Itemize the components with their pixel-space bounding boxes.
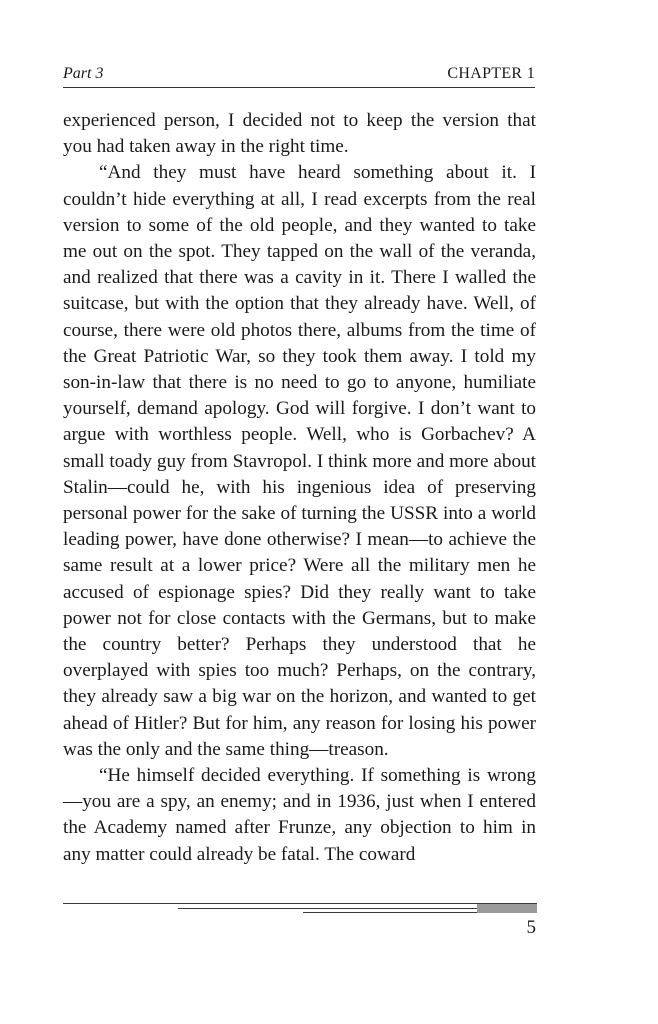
paragraph: “And they must have heard something about it. I couldn’t hide everything at all, I read excerpts from the real version to some of the old people, and they wanted to take me out on the spot. They tapped on the wall of the veranda, and realized that there was a cavity in it. There I walled the suitcase, but with the option that they already have. Well, of course, there were old photos there, albums from the time of the Great Patriotic War, so they took them away. I told my son-in-law that there is no need to go to anyone, humiliate yourself, demand apology. God will forgive. I don’t want to argue with worthless people. Well, who is Gorbachev? A small toady guy from Stavropol. I think more and more about Stalin—could he, with his ingenious idea of preserving personal power for the sake of turning the USSR into a world leading power, have done otherwise? I mean—to achieve the same result at a lower price? Were all the military men he accused of espionage spies? Did they really want to take power not for close contacts with the Germans, but to make the country better? Perhaps they understood that he overplayed with spies too much? Perhaps, on the contrary, they already saw a big war on the horizon, and wanted to get ahead of Hitler? But for him, any reason for losing his power was the only and the same thing—treason. [63, 162, 536, 760]
footer-rule-grey-block [477, 904, 537, 913]
paragraph: “He himself decided everything. If something is wrong—you are a spy, an enemy; and in 1936, just when I entered the Academy named after Frunze, any objection to him in any matter could already be fatal. The coward [63, 765, 536, 865]
header-rule [63, 87, 535, 88]
paragraph-continued: experienced person, I decided not to keep the version that you had taken away in the right time. [63, 110, 536, 158]
running-head-part: Part 3 [63, 65, 104, 82]
running-head [63, 64, 535, 86]
page-number: 5 [526, 917, 536, 938]
running-head-chapter: CHAPTER 1 [447, 65, 535, 82]
footer-ornament-rules [63, 899, 537, 919]
footer-rule-1 [63, 903, 537, 904]
body-text [63, 108, 536, 868]
